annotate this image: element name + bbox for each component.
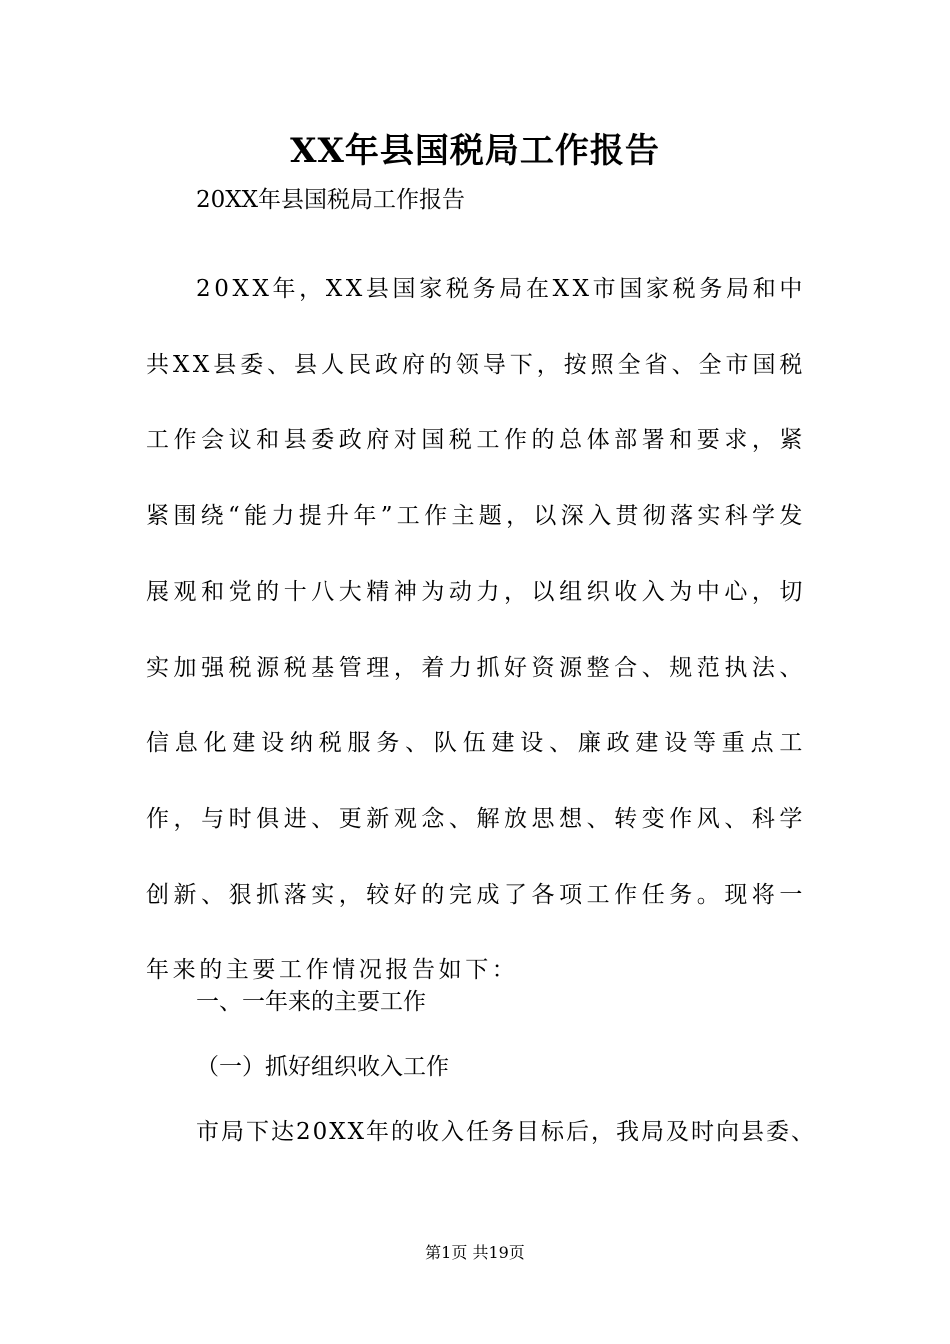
page-number-footer: 第1页 共19页: [425, 1243, 525, 1262]
body-paragraph: 20XX年，XX县国家税务局在XX市国家税务局和中共XX县委、县人民政府的领导下，按照全省、全市国税工作会议和县委政府对国税工作的总体部署和要求，紧紧围绕“能力提升年”工作主题，以深入贯彻落实科学发展观和党的十八大精神为动力，以组织收入为中心，切实加强税源税基管理，着力抓好资源整合、规范执法、信息化建设纳税服务、队伍建设、廉政建设等重点工作，与时俱进、更新观念、解放思想、转变作风、科学创新、狠抓落实，较好的完成了各项工作任务。现将一年来的主要工作情况报告如下：: [146, 276, 806, 984]
section-heading: 一、一年来的主要工作: [196, 989, 426, 1015]
subsection-heading: （一）抓好组织收入工作: [196, 1054, 449, 1080]
body-paragraph-continued: 市局下达20XX年的收入任务目标后，我局及时向县委、: [196, 1119, 817, 1145]
document-subtitle: 20XX年县国税局工作报告: [196, 187, 466, 213]
document-title: XX年县国税局工作报告: [290, 131, 660, 171]
